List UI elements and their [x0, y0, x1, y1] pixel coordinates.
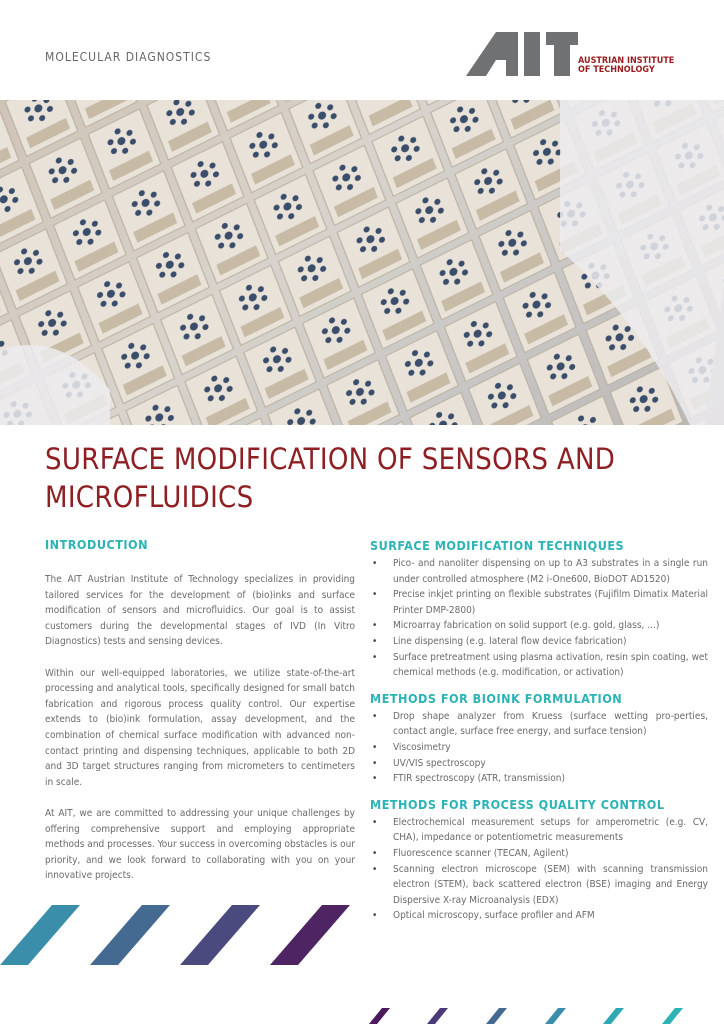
bioink-list — [370, 709, 708, 787]
list-item: • Optical microscopy, surface profiler and AFM — [370, 908, 708, 924]
list-item: • Scanning electron microscope (SEM) with scanning transmission electron (STEM), back scattered electron (BSE) imaging and Energy Dispersive X-ray Microanalysis (EDX) — [370, 862, 708, 909]
list-item: • FTIR spectroscopy (ATR, transmission) — [370, 771, 708, 787]
list-item: • Viscosimetry — [370, 740, 708, 756]
decorative-stripes-right — [360, 1004, 724, 1024]
quality-control-list — [370, 815, 708, 924]
stripe — [0, 905, 80, 965]
list-item: • Microarray fabrication on solid support (e.g. gold, glass, ...) — [370, 618, 708, 634]
stripe — [545, 1008, 566, 1024]
section-heading: METHODS FOR PROCESS QUALITY CONTROL — [370, 796, 665, 812]
stripe — [662, 1008, 683, 1024]
sensor-array-illustration — [0, 100, 724, 425]
stripe — [603, 1008, 624, 1024]
stripe — [369, 1008, 390, 1024]
stripe — [427, 1008, 448, 1024]
list-item: • Electrochemical measurement setups for amperometric (e.g. CV, CHA), impedance or potentiometric measurements — [370, 815, 708, 846]
logo-text — [578, 57, 674, 75]
list-item: • Precise inkjet printing on flexible substrates (Fujifilm Dimatix Material Printer DMP-2800) — [370, 587, 708, 618]
list-item: • Drop shape analyzer from Kruess (surface wetting pro-perties, contact angle, surface free energy, and surface tension) — [370, 709, 708, 740]
logo-line-2: OF TECHNOLOGY — [578, 65, 655, 75]
introduction-heading: INTRODUCTION — [45, 537, 149, 552]
topic-label: MOLECULAR DIAGNOSTICS — [45, 50, 212, 64]
list-item: • Line dispensing (e.g. lateral flow device fabrication) — [370, 634, 708, 650]
list-item: • Pico- and nanoliter dispensing on up to A3 substrates in a single run under controlled atmosphere (M2 i-One600, BioDOT AD1520) — [370, 556, 708, 587]
decorative-stripes-left — [0, 900, 362, 970]
section-heading: METHODS FOR BIOINK FORMULATION — [370, 690, 623, 706]
list-item: • UV/VIS spectroscopy — [370, 756, 708, 772]
page-title: SURFACE MODIFICATION OF SENSORS AND MICROFLUIDICS — [45, 442, 616, 514]
logo-line-1: AUSTRIAN INSTITUTE — [578, 56, 675, 66]
stripe — [270, 905, 350, 965]
section-heading: SURFACE MODIFICATION TECHNIQUES — [370, 538, 625, 553]
list-item: • Fluorescence scanner (TECAN, Agilent) — [370, 846, 708, 862]
methods-column — [370, 536, 708, 934]
stripe — [486, 1008, 507, 1024]
hero-photo-sensor-sheet — [0, 100, 724, 425]
stripe — [180, 905, 260, 965]
stripe — [90, 905, 170, 965]
intro-paragraph: Within our well-equipped laboratories, we utilize state-of-the-art processing and analytical tools, specifically designed for small batch fabrication and rigorous process quality control. Our expertise extends to (bio)ink formulation, assay development, and the combination of chemical surface modification with advanced non-contact printing and dispensing techniques, applicable to both 2D and 3D target structures ranging from micrometers to centimeters in scale. — [45, 667, 355, 788]
intro-paragraph: At AIT, we are committed to addressing your unique challenges by offering comprehensive support and employing appropriate methods and processes. Your success in overcoming obstacles is our priority, and we look forward to collaborating with you on your innovative projects. — [45, 807, 355, 882]
techniques-list — [370, 556, 708, 681]
list-item: • Surface pretreatment using plasma activation, resin spin coating, wet chemical methods (e.g. modification, or activation) — [370, 650, 708, 681]
intro-paragraph: The AIT Austrian Institute of Technology specializes in providing tailored services for the development of (bio)inks and surface modification of sensors and microfluidics. Our goal is to assist customers during the developmental stages of IVD (In Vitro Diagnostics) tests and sensing devices. — [45, 574, 355, 648]
introduction-section — [45, 537, 355, 899]
